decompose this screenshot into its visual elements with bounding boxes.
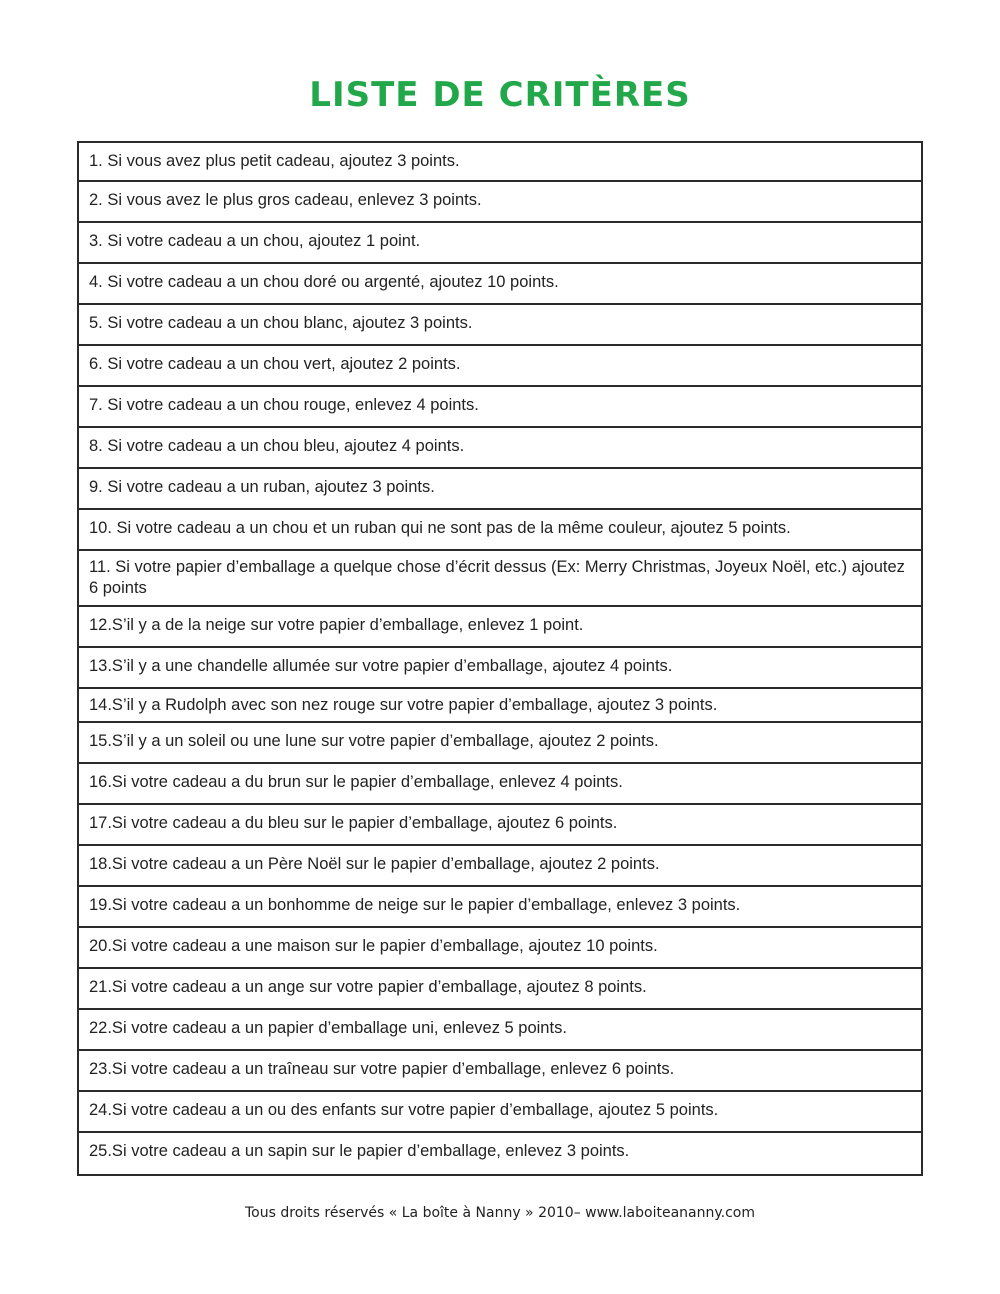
criteria-row [79,510,921,551]
criteria-row [79,223,921,264]
criteria-text: 20.Si votre cadeau a une maison sur le papier d’emballage, ajoutez 10 points. [89,937,658,955]
criteria-text: 8. Si votre cadeau a un chou bleu, ajoutez 4 points. [89,437,465,455]
criteria-row [79,469,921,510]
criteria-text: 15.S’il y a un soleil ou une lune sur votre papier d’emballage, ajoutez 2 points. [89,732,659,750]
criteria-row [79,1051,921,1092]
criteria-row [79,428,921,469]
criteria-text: 19.Si votre cadeau a un bonhomme de neige sur le papier d’emballage, enlevez 3 points. [89,896,741,914]
criteria-text: 24.Si votre cadeau a un ou des enfants sur votre papier d’emballage, ajoutez 5 points. [89,1101,719,1119]
criteria-text: 4. Si votre cadeau a un chou doré ou argenté, ajoutez 10 points. [89,273,559,291]
criteria-text: 22.Si votre cadeau a un papier d’emballage uni, enlevez 5 points. [89,1019,567,1037]
criteria-row [79,1010,921,1051]
criteria-text: 18.Si votre cadeau a un Père Noël sur le papier d’emballage, ajoutez 2 points. [89,855,660,873]
criteria-row [79,969,921,1010]
criteria-row [79,1133,921,1174]
criteria-text: 12.S’il y a de la neige sur votre papier d’emballage, enlevez 1 point. [89,616,584,634]
criteria-row [79,346,921,387]
criteria-text: 16.Si votre cadeau a du brun sur le papier d’emballage, enlevez 4 points. [89,773,623,791]
criteria-row [79,264,921,305]
page-title: LISTE DE CRITÈRES [309,75,691,115]
criteria-text: 14.S’il y a Rudolph avec son nez rouge sur votre papier d’emballage, ajoutez 3 points. [89,696,718,714]
criteria-row [79,1092,921,1133]
criteria-row [79,143,921,182]
criteria-text: 5. Si votre cadeau a un chou blanc, ajoutez 3 points. [89,314,473,332]
criteria-text: 6. Si votre cadeau a un chou vert, ajoutez 2 points. [89,355,461,373]
criteria-text: 21.Si votre cadeau a un ange sur votre papier d’emballage, ajoutez 8 points. [89,978,647,996]
criteria-row [79,607,921,648]
criteria-text: 3. Si votre cadeau a un chou, ajoutez 1 point. [89,232,421,250]
criteria-table [77,141,923,1176]
criteria-row [79,551,921,607]
criteria-text: 2. Si vous avez le plus gros cadeau, enlevez 3 points. [89,191,482,209]
criteria-row [79,887,921,928]
criteria-row [79,182,921,223]
criteria-text: 1. Si vous avez plus petit cadeau, ajoutez 3 points. [89,152,460,170]
criteria-row [79,387,921,428]
copyright-footer: Tous droits réservés « La boîte à Nanny » 2010– www.laboiteananny.com [245,1205,755,1221]
criteria-text: 11. Si votre papier d’emballage a quelque chose d’écrit dessus (Ex: Merry Christmas, Joyeux Noël, etc.) ajoutez 6 points [89,558,905,597]
criteria-row [79,723,921,764]
criteria-text: 9. Si votre cadeau a un ruban, ajoutez 3 points. [89,478,435,496]
criteria-row [79,648,921,689]
criteria-text: 13.S’il y a une chandelle allumée sur votre papier d’emballage, ajoutez 4 points. [89,657,673,675]
criteria-text: 7. Si votre cadeau a un chou rouge, enlevez 4 points. [89,396,479,414]
criteria-text: 25.Si votre cadeau a un sapin sur le papier d’emballage, enlevez 3 points. [89,1142,630,1160]
criteria-row [79,928,921,969]
criteria-row [79,305,921,346]
criteria-text: 10. Si votre cadeau a un chou et un ruban qui ne sont pas de la même couleur, ajoutez 5 points. [89,519,791,537]
criteria-row [79,846,921,887]
criteria-row [79,689,921,723]
criteria-text: 17.Si votre cadeau a du bleu sur le papier d’emballage, ajoutez 6 points. [89,814,618,832]
criteria-text: 23.Si votre cadeau a un traîneau sur votre papier d’emballage, enlevez 6 points. [89,1060,675,1078]
criteria-row [79,764,921,805]
criteria-row [79,805,921,846]
